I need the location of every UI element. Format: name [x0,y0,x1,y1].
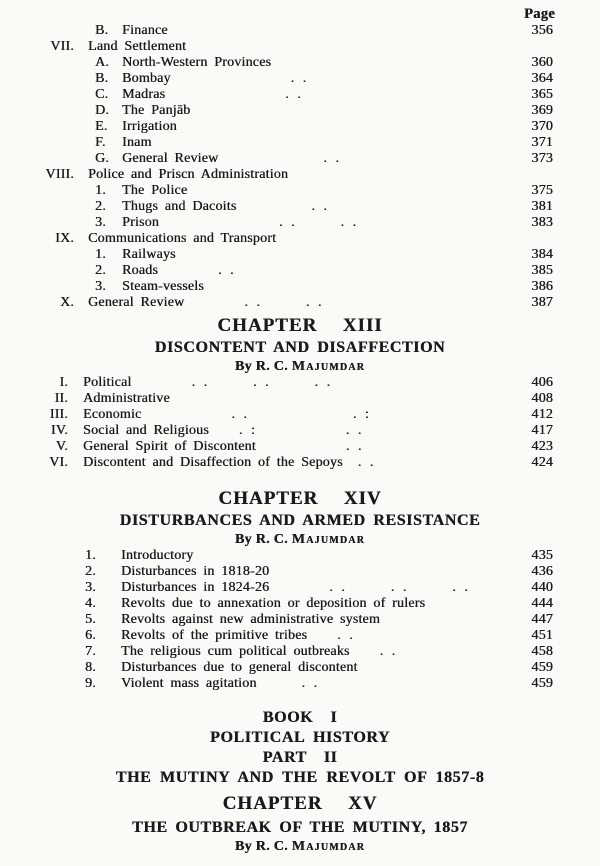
leader-dots: . . . . [159,215,357,230]
chapter15-byline [0,838,600,856]
leader-dots: . . [158,263,235,278]
toc-row [0,71,600,87]
byline-prefix: By R. C. [234,839,292,854]
item-title: Prison [122,215,159,230]
toc-row [0,564,600,580]
toc-row [0,612,600,628]
item-number: G. [95,151,110,166]
book-part-lines [0,708,600,788]
item-title: Social and Religious [83,423,209,438]
item-number: 2. [95,263,106,278]
item-number: 8. [85,660,96,675]
item-number: VI. [49,455,68,470]
toc-row [0,215,600,231]
item-number: VII. [50,39,74,54]
toc-row [0,455,600,471]
chapter13-heading-block [0,314,600,375]
toc-row [0,39,600,55]
item-title: General Review [122,151,219,166]
byline-prefix: By R. C. [234,532,292,547]
toc-row [0,295,600,311]
item-number: B. [95,23,109,38]
book-heading-line: PART II [262,749,338,766]
toc-row [0,263,600,279]
leader-dots: . . [218,151,340,166]
leader-dots: . . [165,87,302,102]
page-number: 387 [531,295,553,310]
item-number: 3. [95,279,106,294]
page-number: 423 [531,439,553,454]
leader-dots: . . . . [184,295,323,310]
item-title: Roads [122,263,158,278]
item-number: IV. [50,423,68,438]
toc-row [0,660,600,676]
leader-dots: . . [170,71,308,86]
page-number: 436 [531,564,553,579]
toc-row [0,199,600,215]
item-number: F. [95,135,106,150]
page-number: 451 [531,628,553,643]
chapter13-subtitle: DISCONTENT AND DISAFFECTION [154,339,446,356]
page-number: 435 [531,548,553,563]
byline-author-name: Majumdar [291,532,366,547]
item-number: 2. [95,199,106,214]
item-number: 1. [85,548,96,563]
page-number: 444 [531,596,553,611]
item-number: 1. [95,247,106,262]
toc-section-top [0,23,600,311]
page-number: 381 [531,199,553,214]
item-title: Revolts of the primitive tribes [121,628,308,643]
page-number: 412 [531,407,553,422]
page-number: 440 [531,580,553,595]
item-title: Disturbances in 1818-20 [121,564,270,579]
item-number: A. [95,55,110,70]
toc-row [0,375,600,391]
item-title: Political [83,375,132,390]
page-number: 356 [531,23,553,38]
item-title: Madras [122,87,166,102]
book-heading-line: BOOK I [262,709,338,726]
leader-dots: . . [256,676,319,691]
chapter13-title: CHAPTER XIII [217,315,383,336]
toc-row [0,548,600,564]
item-title: Introductory [121,548,194,563]
item-number: E. [95,119,108,134]
toc-row [0,135,600,151]
toc-section-chapter13 [0,375,600,471]
item-number: 2. [85,564,96,579]
item-title: General Spirit of Discontent [83,439,256,454]
page-number: 369 [531,103,553,118]
leader-dots: . : . . [208,423,363,438]
page-number: 458 [531,644,553,659]
item-title: Bombay [122,71,171,86]
leader-dots: . . . . . . [131,375,331,390]
toc-row [0,439,600,455]
item-title: Disturbances due to general discontent [121,660,358,675]
item-title: The Police [122,183,188,198]
item-number: IX. [55,231,74,246]
item-number: V. [55,439,68,454]
toc-row [0,423,600,439]
page-number: 383 [531,215,553,230]
byline-author-name: Majumdar [291,359,366,374]
book-heading-line: THE MUTINY AND THE REVOLT OF 1857-8 [115,769,485,786]
page-number: 424 [531,455,553,470]
item-number: II. [54,391,68,406]
item-number: D. [95,103,110,118]
page-number: 365 [531,87,553,102]
item-title: Administrative [83,391,170,406]
item-number: VIII. [45,167,74,182]
item-title: Railways [122,247,176,262]
toc-section-chapter14 [0,548,600,692]
chapter14-title: CHAPTER XIV [218,488,382,509]
toc-row [0,676,600,692]
page-number: 375 [531,183,553,198]
item-title: Finance [122,23,168,38]
chapter15-title: CHAPTER XV [222,793,378,814]
toc-row [0,23,600,39]
byline-author-name: Majumdar [291,839,366,854]
item-number: B. [95,71,109,86]
item-title: The religious cum political outbreaks [121,644,350,659]
item-title: Communications and Transport [88,231,277,246]
toc-row [0,183,600,199]
item-title: Police and Priscn Administration [88,167,289,182]
item-number: C. [95,87,109,102]
item-number: III. [49,407,68,422]
toc-row [0,151,600,167]
leader-dots: . . [255,439,363,454]
toc-row [0,279,600,295]
item-title: Discontent and Disaffection of the Sepoys [83,455,343,470]
page-number: 417 [531,423,553,438]
book-heading-line: POLITICAL HISTORY [209,729,391,746]
item-number: 9. [85,676,96,691]
item-title: Irrigation [122,119,177,134]
item-number: X. [59,295,74,310]
page-number: 406 [531,375,553,390]
toc-row [0,580,600,596]
item-title: The Panjāb [122,103,191,118]
page-number: 360 [531,55,553,70]
toc-row [0,119,600,135]
page-number: 384 [531,247,553,262]
item-number: 3. [95,215,106,230]
toc-row [0,231,600,247]
leader-dots: . . . : [141,407,370,422]
leader-dots: . . [236,199,328,214]
toc-row [0,644,600,660]
item-number: 1. [95,183,106,198]
page-number: 364 [531,71,553,86]
page-number: 447 [531,612,553,627]
item-title: Revolts due to annexation or deposition of rulers [121,596,426,611]
page-number: 459 [531,660,553,675]
leader-dots: . . [349,644,397,659]
chapter15-subtitle: THE OUTBREAK OF THE MUTINY, 1857 [132,819,468,836]
item-number: 3. [85,580,96,595]
page-column-label: Page [524,6,555,22]
toc-row [0,628,600,644]
item-number: 7. [85,644,96,659]
item-title: General Review [88,295,185,310]
page-number: 459 [531,676,553,691]
page-number: 371 [531,135,553,150]
item-number: 6. [85,628,96,643]
toc-row [0,103,600,119]
chapter13-byline [0,358,600,375]
page-number: 386 [531,279,553,294]
chapter14-heading-block [0,487,600,548]
item-number: 4. [85,596,96,611]
toc-row [0,407,600,423]
toc-row [0,55,600,71]
book-part-heading-block [0,708,600,856]
item-title: Economic [83,407,142,422]
item-title: Inam [122,135,152,150]
page-number: 385 [531,263,553,278]
page-number: 373 [531,151,553,166]
leader-dots: . . [342,455,375,470]
item-title: Violent mass agitation [121,676,257,691]
byline-prefix: By R. C. [234,359,292,374]
item-number: I. [59,375,68,390]
item-number: 5. [85,612,96,627]
item-title: Disturbances in 1824-26 [121,580,270,595]
leader-dots: . . [307,628,354,643]
toc-row [0,391,600,407]
toc-row [0,87,600,103]
leader-dots: . . . . . . [269,580,469,595]
page-number: 408 [531,391,553,406]
item-title: Steam-vessels [122,279,204,294]
toc-row [0,167,600,183]
item-title: Revolts against new administrative system [121,612,380,627]
page-number: 370 [531,119,553,134]
chapter14-byline [0,531,600,548]
item-title: Land Settlement [88,39,187,54]
toc-row [0,247,600,263]
toc-row [0,596,600,612]
item-title: North-Western Provinces [122,55,272,70]
item-title: Thugs and Dacoits [122,199,237,214]
chapter14-subtitle: DISTURBANCES AND ARMED RESISTANCE [119,512,481,529]
